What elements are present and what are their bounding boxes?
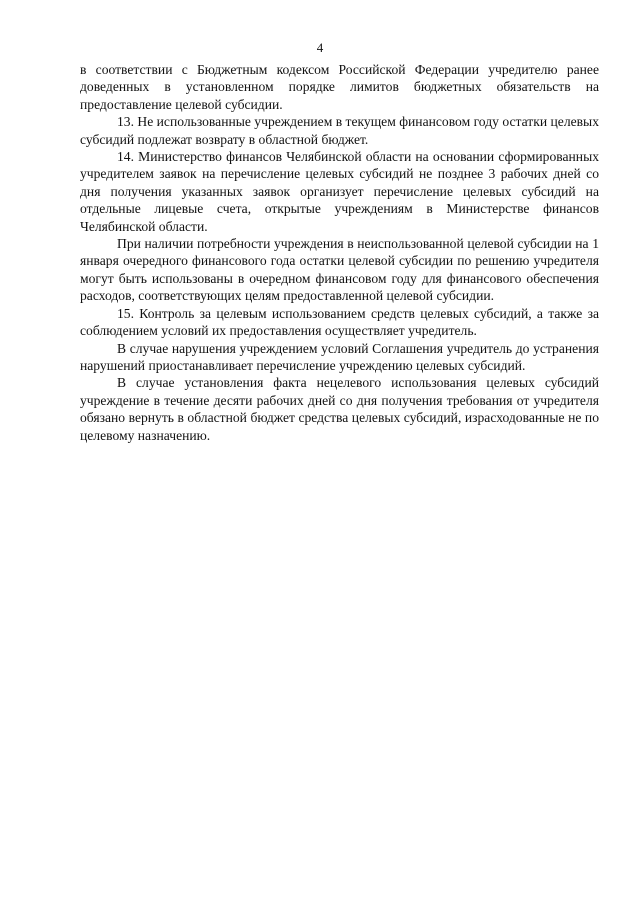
paragraph-continuation: в соответствии с Бюджетным кодексом Российской Федерации учредителю ранее доведенных в установленном порядке лимитов бюджетных обязательств на предоставление целевой субсидии. [80, 62, 599, 112]
paragraph-misuse: В случае установления факта нецелевого использования целевых субсидий учреждение в течение десяти рабочих дней со дня получения требования от учредителя обязано вернуть в областной бюджет средства целевых субсидий, израсходованные не по целевому назначению. [80, 375, 599, 443]
page-number: 4 [316, 40, 324, 55]
document-body [80, 61, 599, 444]
paragraph-item-14: 14. Министерство финансов Челябинской области на основании сформированных учредителем заявок на перечисление целевых субсидий не позднее 3 рабочих дней со дня получения указанных заявок организует перечисление целевых субсидий на отдельные лицевые счета, открытые учреждениям в Министерстве финансов Челябинской области. [80, 149, 599, 234]
paragraph-unused-subsidy: При наличии потребности учреждения в неиспользованной целевой субсидии на 1 января очередного финансового года остатки целевой субсидии по решению учредителя могут быть использованы в очередном финансовом году для финансового обеспечения расходов, соответствующих целям предоставленной целевой субсидии. [80, 236, 599, 304]
paragraph-violation: В случае нарушения учреждением условий Соглашения учредитель до устранения нарушений приостанавливает перечисление учреждению целевых субсидий. [80, 340, 599, 373]
paragraph-item-15: 15. Контроль за целевым использованием средств целевых субсидий, а также за соблюдением условий их предоставления осуществляет учредитель. [80, 305, 599, 339]
paragraph-item-13: 13. Не использованные учреждением в текущем финансовом году остатки целевых субсидий подлежат возврату в областной бюджет. [80, 114, 599, 147]
